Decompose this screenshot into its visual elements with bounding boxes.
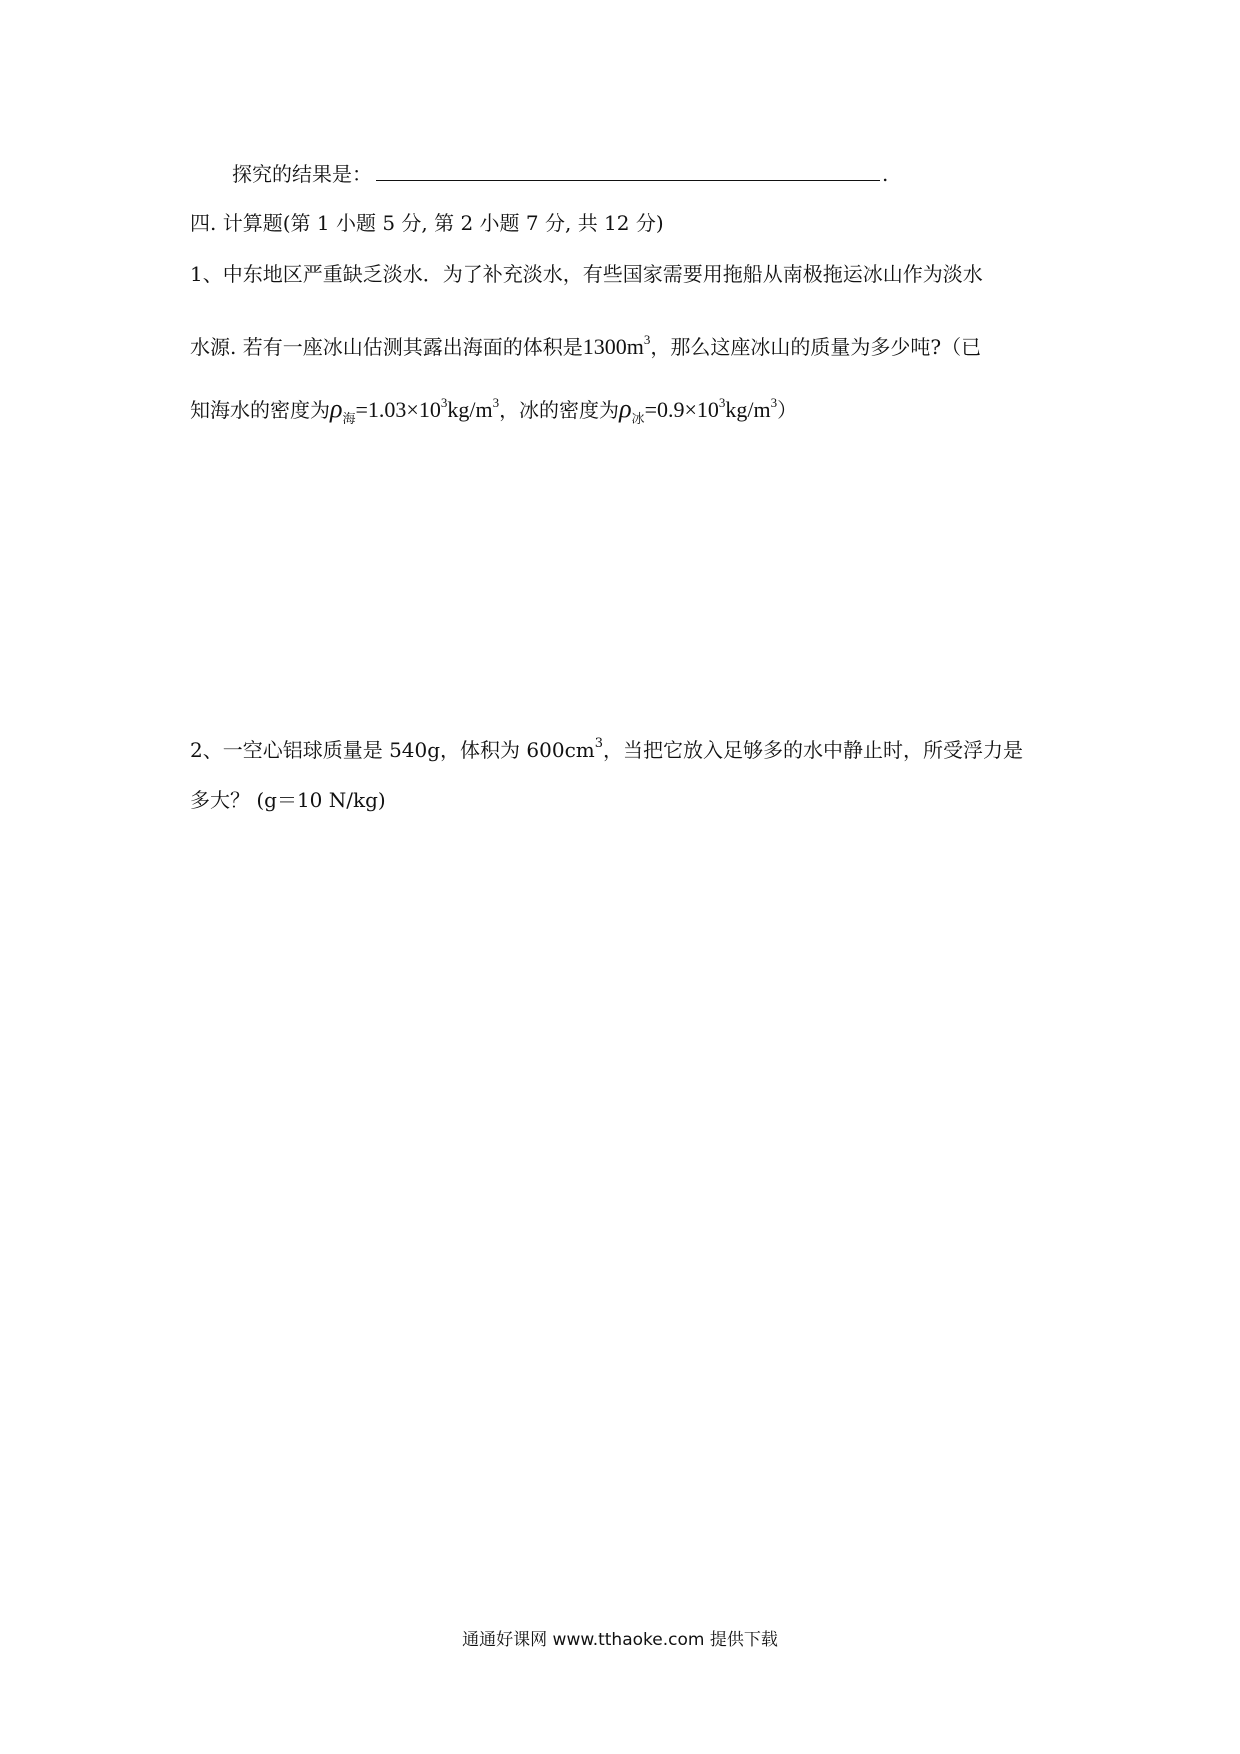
rho-symbol: ρ bbox=[330, 394, 343, 423]
q1-line-3 bbox=[190, 394, 798, 426]
seawater-density-value: =1.03×10 bbox=[355, 397, 441, 422]
q2-line-1-post: ，当把它放入足够多的水中静止时，所受浮力是 bbox=[603, 738, 1024, 762]
result-line bbox=[232, 162, 888, 186]
seawater-unit-power: 3 bbox=[492, 395, 500, 410]
seawater-unit: kg/m bbox=[447, 397, 493, 422]
ice-unit: kg/m bbox=[725, 397, 771, 422]
volume-value: 1300m bbox=[582, 334, 644, 359]
answer-blank[interactable] bbox=[376, 162, 880, 181]
q1-line-2-pre: 水源. 若有一座冰山估测其露出海面的体积是 bbox=[190, 335, 583, 359]
ice-subscript: 冰 bbox=[631, 411, 645, 426]
ice-density-value: =0.9×10 bbox=[644, 397, 719, 422]
q2-line-1 bbox=[190, 738, 1023, 762]
volume-exponent: 3 bbox=[643, 332, 651, 347]
q2-line-1-pre: 2、一空心铝球质量是 540g，体积为 600cm bbox=[190, 738, 595, 762]
q1-line-1: 1、中东地区严重缺乏淡水．为了补充淡水，有些国家需要用拖船从南极拖运冰山作为淡水 bbox=[190, 262, 983, 286]
seawater-power: 3 bbox=[440, 395, 448, 410]
q1-line-2-post: ，那么这座冰山的质量为多少吨?（已 bbox=[650, 335, 982, 359]
ice-density bbox=[619, 394, 778, 426]
seawater-subscript: 海 bbox=[342, 411, 356, 426]
ice-power: 3 bbox=[718, 395, 726, 410]
section-4-heading: 四. 计算题(第 1 小题 5 分, 第 2 小题 7 分, 共 12 分) bbox=[190, 211, 664, 235]
ice-unit-power: 3 bbox=[770, 395, 778, 410]
rho-symbol: ρ bbox=[619, 394, 632, 423]
q2-line-2: 多大？ (g＝10 N/kg) bbox=[190, 788, 386, 812]
result-label: 探究的结果是： bbox=[232, 162, 372, 186]
q1-line-3-pre: 知海水的密度为 bbox=[190, 398, 330, 422]
result-end: . bbox=[882, 162, 889, 186]
q1-line-3-mid: ，冰的密度为 bbox=[499, 398, 620, 422]
seawater-density bbox=[330, 394, 500, 426]
q1-line-2 bbox=[190, 332, 982, 359]
q1-line-3-end: ） bbox=[777, 398, 798, 422]
iceberg-volume bbox=[583, 334, 651, 359]
volume-unit-power: 3 bbox=[594, 736, 604, 751]
footer-download-notice: 通通好课网 www.tthaoke.com 提供下载 bbox=[462, 1630, 778, 1650]
